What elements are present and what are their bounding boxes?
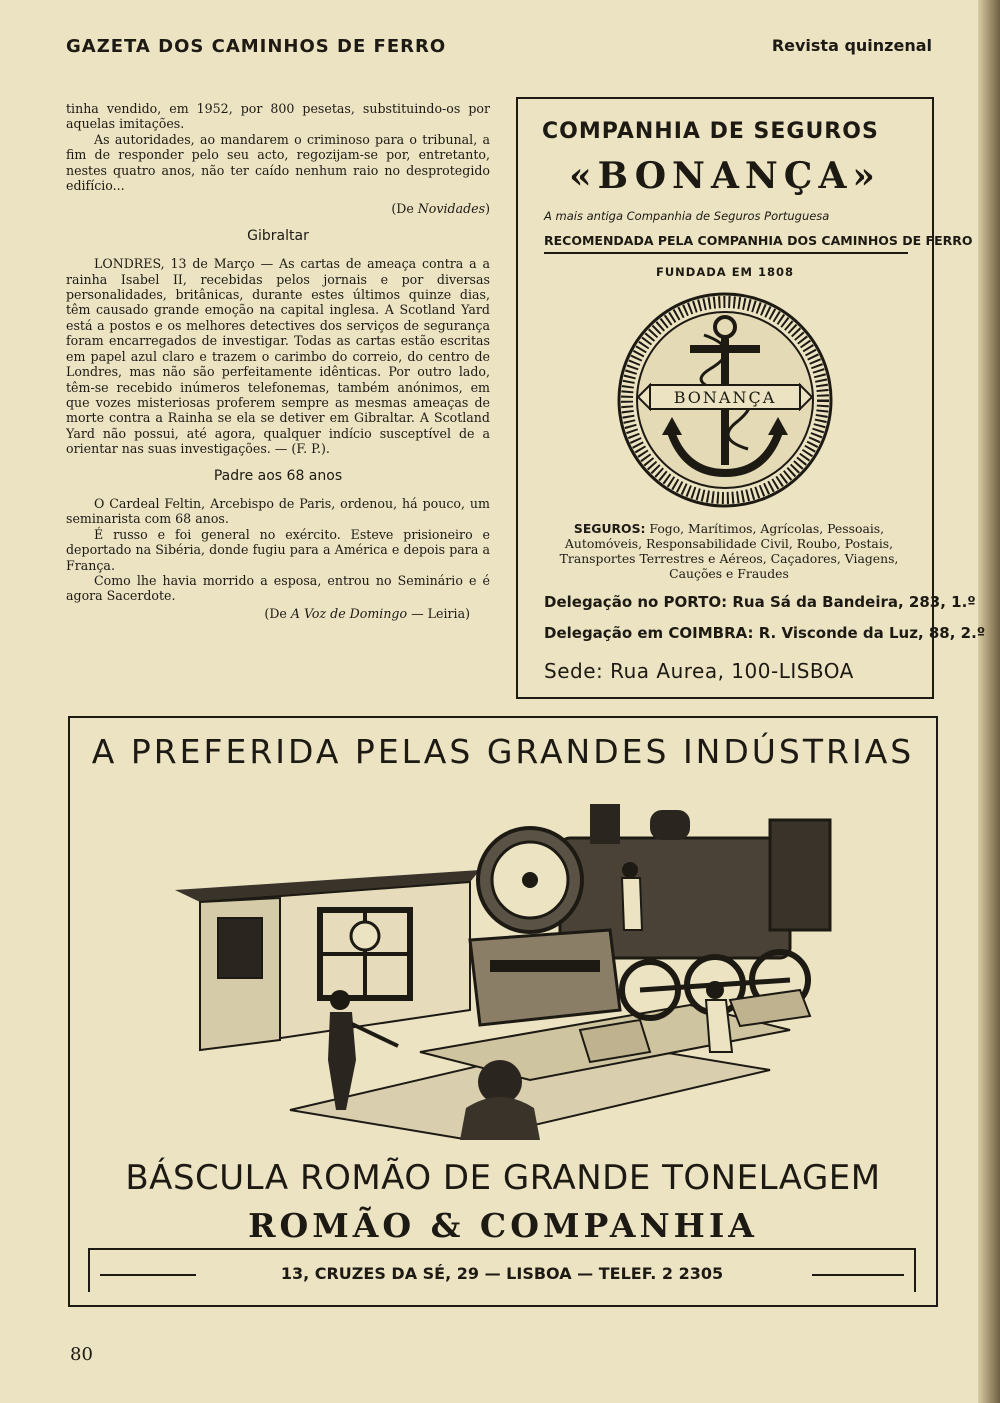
article-source: (De A Voz de Domingo — Leiria) (264, 605, 470, 621)
insurance-brand-name: «BONANÇA» (569, 155, 881, 197)
seal-label: BONANÇA (673, 388, 777, 407)
coimbra-office: Delegação em COIMBRA: R. Visconde da Luz, 88, 2.º (544, 624, 986, 642)
article-paragraph: tinha vendido, em 1952, por 800 pesetas, substituindo-os por aquelas imitações. (66, 101, 490, 132)
insurance-founded: FUNDADA EM 1808 (655, 265, 795, 279)
section-heading-gibraltar: Gibraltar (247, 227, 309, 244)
anchor-seal-icon (614, 289, 836, 511)
insurance-recommendation: RECOMENDADA PELA COMPANHIA DOS CAMINHOS DE FERRO (544, 233, 908, 254)
article-paragraph: LONDRES, 13 de Março — As cartas de ameaça contra a a rainha Isabel II, recebidas pelos jornais e por diversas personalidades, britânicas, durante estes últimos quinze dias, têm causado grande emoção na capital inglesa. A Scotland Yard está a postos e os melhores detectives dos serviços de segurança foram encarregados de investigar. Todas as cartas estão escritas em papel azul claro e trazem o carimbo do correio, do centro de Londres, mas não são perfeitamente idênticas. Por outro lado, têm-se recebido inúmeros telefonemas, também anónimos, em que vozes misteriosas proferem sempre as mesmas ameaças de morte contra a Rainha se ela se detiver em Gibraltar. A Scotland Yard não possui, até agora, qualquer indício susceptível de a orientar nas suas investigações. — (F. P.). (66, 256, 490, 457)
journal-title: GAZETA DOS CAMINHOS DE FERRO (66, 36, 447, 57)
locomotive-weighbridge-illustration (170, 790, 850, 1140)
section-heading-padre: Padre aos 68 anos (213, 467, 343, 484)
insurance-company-label: COMPANHIA DE SEGUROS (542, 119, 879, 144)
scale-advertisement (68, 716, 938, 1307)
head-office: Sede: Rua Aurea, 100-LISBOA (544, 659, 854, 683)
source-publication: Novidades (417, 201, 486, 217)
article-source: (De Novidades) (391, 201, 490, 217)
article-column (66, 101, 490, 621)
insurance-tagline: A mais antiga Companhia de Seguros Portuguesa (544, 209, 830, 223)
scale-ad-headline: A PREFERIDA PELAS GRANDES INDÚSTRIAS (91, 732, 915, 771)
insurance-services (544, 521, 914, 581)
services-label: SEGUROS: (573, 521, 646, 536)
porto-office: Delegação no PORTO: Rua Sá da Bandeira, 283, 1.º (544, 593, 976, 611)
page-number: 80 (70, 1344, 93, 1365)
scale-company-name: ROMÃO & COMPANHIA (248, 1206, 758, 1245)
article-paragraph: Como lhe havia morrido a esposa, entrou no Seminário e é agora Sacerdote. (66, 572, 490, 604)
scale-product-name: BÁSCULA ROMÃO DE GRANDE TONELAGEM (125, 1158, 881, 1198)
article-paragraph: As autoridades, ao mandarem o criminoso para o tribunal, a fim de responder pelo seu acto, regozijam-se por, entretanto, nestes quatro anos, não ter caído nenhum raio no desprotegido edifício... (66, 131, 490, 194)
article-paragraph: É russo e foi general no exército. Esteve prisioneiro e deportado na Sibéria, donde fugiu para a América e depois para a França. (66, 526, 490, 573)
address-frame (88, 1248, 916, 1292)
scale-address: 13, CRUZES DA SÉ, 29 — LISBOA — TELEF. 2 2305 (280, 1264, 724, 1283)
services-list: Fogo, Marítimos, Agrícolas, Pessoais, Automóveis, Responsabilidade Civil, Roubo, Postais, Transportes Terrestres e Aéreos, Caçadores, Viagens, Cauções e Fraudes (559, 521, 899, 581)
source-publication: A Voz de Domingo (290, 605, 408, 621)
article-paragraph: O Cardeal Feltin, Arcebispo de Paris, ordenou, há pouco, um seminarista com 68 anos. (66, 495, 490, 527)
binding-edge (978, 0, 1000, 1403)
insurance-advertisement (516, 97, 986, 699)
address-rule-right (812, 1274, 904, 1276)
journal-frequency: Revista quinzenal (771, 36, 932, 55)
